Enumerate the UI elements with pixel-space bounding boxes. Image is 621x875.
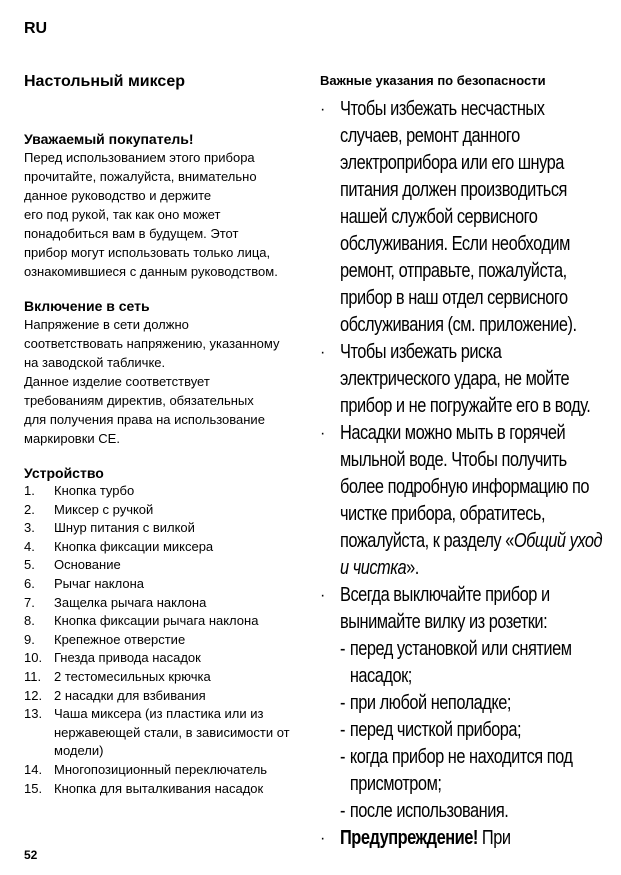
parts-list-item (24, 556, 299, 575)
safety-item (320, 582, 605, 825)
item-number: 10. (24, 650, 43, 666)
unplug-conditions-list (340, 636, 605, 825)
page-number: 52 (24, 848, 38, 862)
bullet-icon: · (320, 101, 325, 118)
left-column (24, 72, 299, 814)
safety-item (320, 339, 605, 420)
parts-list-item (24, 780, 299, 799)
item-number: 3. (24, 520, 35, 536)
item-number: 15. (24, 780, 43, 796)
bullet-icon: · (320, 425, 325, 442)
item-label: Миксер с ручкой (54, 501, 154, 517)
parts-list-item (24, 687, 299, 706)
sub-list-item (340, 690, 605, 717)
parts-list-item (24, 761, 299, 780)
page-title: Настольный миксер (24, 73, 185, 90)
safety-item (320, 825, 605, 852)
bullet-icon: · (320, 587, 325, 604)
item-label: Кнопка фиксации рычага наклона (54, 613, 259, 629)
item-label: 2 тестомесильных крючка (54, 668, 211, 684)
dash-icon: - (340, 719, 345, 741)
section-device (24, 464, 299, 798)
item-label: Крепежное отверстие (54, 631, 186, 647)
section-text-dear-customer: Перед использованием этого прибора прочитайте, пожалуйста, внимательно данное руководство и держите его под рукой, так как оно может понадобиться вам в будущем. Этот прибор могут использовать только лица, ознакомившиеся с данным руководством. (24, 150, 278, 279)
dash-icon: - (340, 692, 345, 714)
parts-list-item (24, 519, 299, 538)
dash-icon: - (340, 638, 345, 660)
safety-text-cleaning: Насадки можно мыть в горячей мыльной воде. Чтобы получить более подробную информацию по чистке прибора, обратитесь, пожалуйста, к разделу «Общий уход и чистка». (340, 422, 603, 579)
safety-item (320, 96, 605, 339)
item-number: 13. (24, 706, 43, 722)
safety-title: Важные указания по безопасности (320, 73, 546, 88)
item-label: Кнопка фиксации миксера (54, 538, 214, 554)
right-column (320, 72, 605, 852)
section-dear-customer (24, 130, 299, 281)
dash-icon: - (340, 746, 345, 768)
dash-icon: - (340, 800, 345, 822)
item-number: 11. (24, 668, 42, 684)
safety-text-water: Чтобы избежать риска электрического удара, не мойте прибор и не погружайте его в воду. (340, 341, 591, 417)
item-number: 2. (24, 501, 35, 517)
parts-list-item (24, 705, 299, 761)
sub-item-text: когда прибор не находится под присмотром; (349, 746, 573, 795)
parts-list-item (24, 575, 299, 594)
bullet-icon: · (320, 830, 325, 847)
parts-list-item (24, 594, 299, 613)
section-reference: Общий уход и чистка (340, 530, 603, 579)
section-power (24, 297, 299, 448)
section-title-power: Включение в сеть (24, 298, 150, 314)
sub-item-text: перед установкой или снятием насадок; (349, 638, 572, 687)
item-number: 9. (24, 631, 35, 647)
item-label: Защелка рычага наклона (54, 594, 207, 610)
item-number: 8. (24, 613, 35, 629)
parts-list (24, 482, 299, 798)
item-label: Шнур питания с вилкой (54, 520, 195, 536)
sub-item-text: при любой неполадке; (349, 692, 511, 714)
parts-list-item (24, 482, 299, 501)
bullet-icon: · (320, 344, 325, 361)
safety-item (320, 420, 605, 582)
parts-list-item (24, 538, 299, 557)
parts-list-item (24, 612, 299, 631)
parts-list-item (24, 649, 299, 668)
item-label: Гнезда привода насадок (54, 650, 201, 666)
safety-text-repair: Чтобы избежать несчастных случаев, ремонт данного электроприбора или его шнура питания должен производиться нашей службой сервисного обслуживания. Если необходим ремонт, отправьте, пожалуйста, прибор в наш отдел сервисного обслуживания (см. приложение). (340, 98, 577, 336)
safety-text-warning: Предупреждение! При (340, 827, 511, 849)
section-title-dear-customer: Уважаемый покупатель! (24, 131, 194, 147)
sub-item-text: после использования. (349, 800, 509, 822)
sub-list-item (340, 636, 605, 690)
item-label: Рычаг наклона (54, 575, 144, 591)
item-number: 1. (24, 483, 35, 498)
item-label: Многопозиционный переключатель (54, 761, 268, 777)
item-label: Кнопка для выталкивания насадок (54, 780, 264, 796)
language-code: RU (24, 20, 48, 37)
safety-text-unplug: Всегда выключайте прибор и вынимайте вилку из розетки: - перед установкой или снятием насадок; - при любой неполадке; - перед чисткой прибора; - когда прибор не находится под присмотром; - после использования. (340, 582, 605, 825)
item-label: 2 насадки для взбивания (54, 687, 206, 703)
item-label: Основание (54, 557, 121, 573)
safety-list (320, 96, 605, 852)
warning-label: Предупреждение! (340, 827, 478, 849)
parts-list-item (24, 668, 299, 687)
section-title-device: Устройство (24, 465, 104, 481)
item-label: Кнопка турбо (54, 483, 135, 498)
section-text-power: Напряжение в сети должно соответствовать напряжению, указанному на заводской табличке. Данное изделие соответствует требованиям директив, обязательных для получения права на использование маркировки CE. (24, 317, 280, 446)
item-number: 5. (24, 557, 35, 573)
item-number: 4. (24, 538, 35, 554)
sub-list-item (340, 798, 605, 825)
sub-item-text: перед чисткой прибора; (349, 719, 522, 741)
item-number: 6. (24, 575, 35, 591)
parts-list-item (24, 631, 299, 650)
item-label: Чаша миксера (из пластика или из нержавеющей стали, в зависимости от модели) (54, 706, 290, 759)
parts-list-item (24, 501, 299, 520)
sub-list-item (340, 744, 605, 798)
item-number: 14. (24, 761, 43, 777)
sub-list-item (340, 717, 605, 744)
item-number: 12. (24, 687, 43, 703)
item-number: 7. (24, 594, 35, 610)
